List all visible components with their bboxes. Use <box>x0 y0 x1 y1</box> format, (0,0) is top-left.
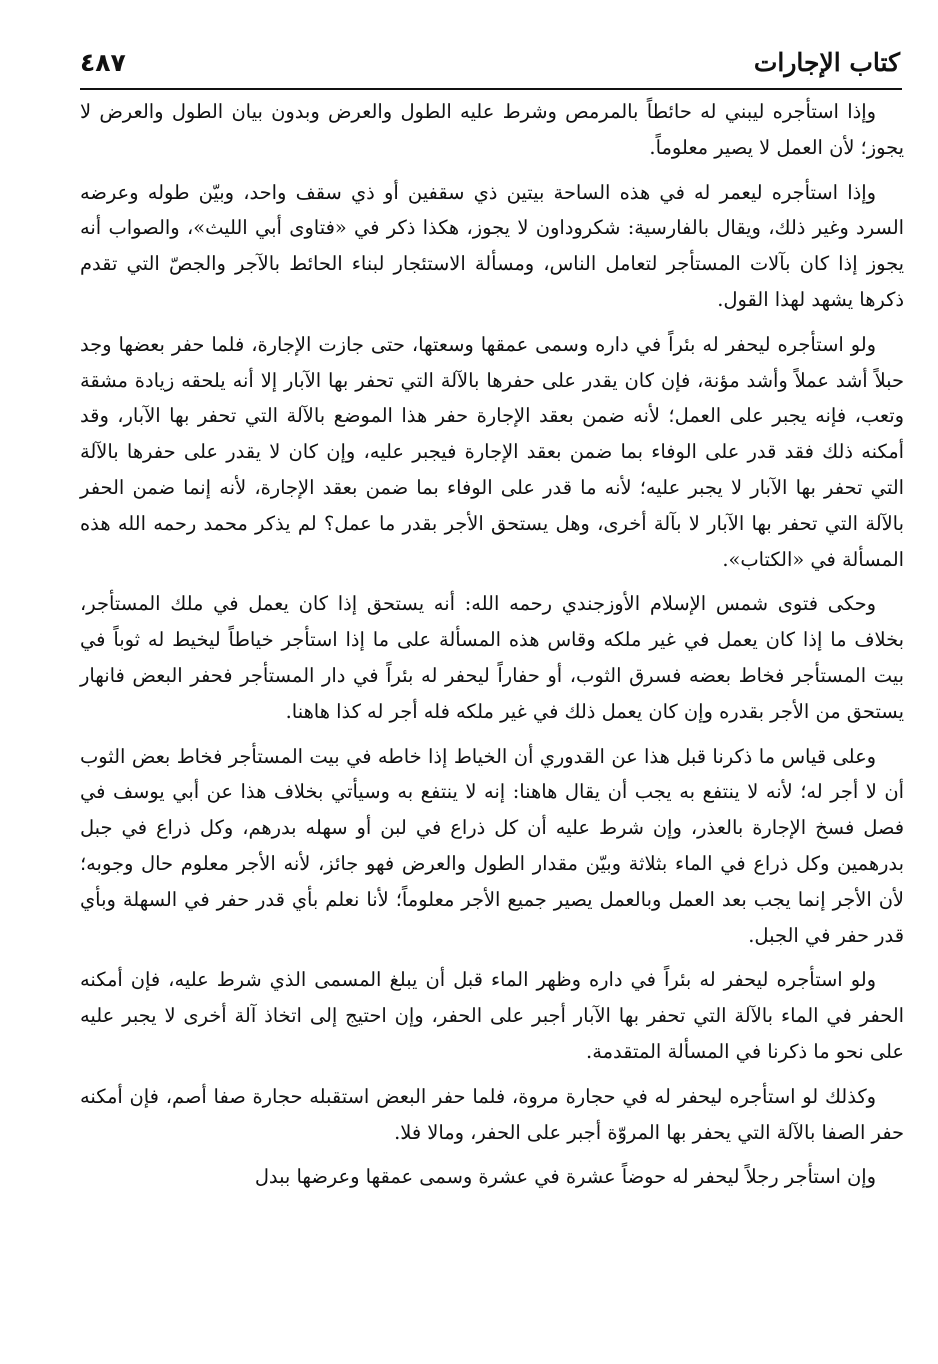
paragraph-wall-building: وإذا استأجره ليبني له حائطاً بالمرمص وشرط عليه الطول والعرض وبدون بيان الطول والعرض لا يجوز؛ لأن العمل لا يصير معلوماً. <box>80 100 904 159</box>
paragraph-basin-digging: وإن استأجر رجلاً ليحفر له حوضاً عشرة في عشرة وسمى عمقها وعرضها ببدل <box>254 1165 876 1189</box>
paragraph-hard-stone: وكذلك لو استأجره ليحفر له في حجارة مروة، فلما حفر البعض استقبله حجارة صفا أصم، فإن أمكنه حفر الصفا بالآلة التي يحفر بها المروّة أجبر على الحفر، ومالا فلا. <box>80 1084 904 1144</box>
body-text <box>80 94 904 1204</box>
paragraph-water-appeared: ولو استأجره ليحفر له بئراً في داره وظهر الماء قبل أن يبلغ المسمى الذي شرط عليه، فإن أمكنه الحفر في الماء بالآلة التي تحفر بها الآبار أجبر على الحفر، وإن احتيج إلى اتخاذ آلة أخرى لا يجبر عليه على نحو ما ذكرنا في المسألة المتقدمة. <box>80 968 904 1063</box>
page-header <box>80 40 900 84</box>
chapter-title: كتاب الإجارات <box>753 47 900 77</box>
paragraph-awzajandi-fatwa: وحكى فتوى شمس الإسلام الأوزجندي رحمه الله: أنه يستحق إذا كان يعمل في ملك المستأجر، بخلاف ما إذا كان يعمل في غير ملكه وقاس هذه المسألة على ما إذا استأجر خياطاً ليخيط له ثوباً في بيت المستأجر فخاط بعضه فسرق الثوب، أو حفاراً ليحفر له بئراً في دار المستأجر فحفر البعض فانهار يستحق من الأجر بقدره وإن كان يعمل ذلك في غير ملكه فله أجر له كذا هاهنا. <box>80 592 904 723</box>
page-number: ٤٨٧ <box>80 47 126 77</box>
paragraph-well-digging: ولو استأجره ليحفر له بئراً في داره وسمى عمقها وسعتها، حتى جازت الإجارة، فلما حفر بعضها وجد حبلاً أشد عملاً وأشد مؤنة، فإن كان يقدر على حفرها بالآلة التي تحفر بها الآبار إلا أنه يلحقه زيادة مشقة وتعب، فإنه يجبر على العمل؛ لأنه ضمن بعقد الإجارة حفر هذا الموضع بالآلة التي تحفر بها الآبار، وقد أمكنه ذلك فقد قدر على الوفاء بما ضمن بعقد الإجارة فيجبر عليه، وإن كان لا يقدر على حفرها بالآلة التي تحفر بها الآبار لا يجبر عليه؛ لأنه ما قدر على الوفاء بما ضمن بعقد الإجارة، لأنه إنما ضمن الحفر بالآلة التي تحفر بها الآبار لا بآلة أخرى، وهل يستحق الأجر بقدر ما عمل؟ لم يذكر محمد رحمه الله هذه المسألة في «الكتاب». <box>80 332 904 571</box>
paragraph-qudduri-analogy: وعلى قياس ما ذكرنا قبل هذا عن القدوري أن الخياط إذا خاطه في بيت المستأجر فخاط بعض الثوب أن لا أجر له؛ لأنه لا ينتفع به يجب أن يقال هاهنا: إنه لا ينتفع به وسيأتي بخلاف هذا عن أبي يوسف في فصل فسخ الإجارة بالعذر، وإن شرط عليه أن كل ذراع في لبن أو سهله بدرهم، وكل ذراع في جبل بدرهمين وكل ذراع في الماء بثلاثة وبيّن مقدار الطول والعرض فهو جائز، لأنه الأجر معلوم حال وجوبه؛ لأن الأجر إنما يجب بعد العمل وبالعمل يصير جميع الأجر معلوماً؛ لأنا نعلم بأي قدر حفر في السهلة وبأي قدر حفر في الجبل. <box>80 744 904 947</box>
header-rule <box>80 88 902 90</box>
paragraph-two-houses: وإذا استأجره ليعمر له في هذه الساحة بيتين ذي سقفين أو ذي سقف واحد، وبيّن طوله وعرضه السرد وغير ذلك، ويقال بالفارسية: شكروداون لا يجوز، هكذا ذكر في «فتاوى أبي الليث»، والصواب أنه يجوز إذا كان بآلات المستأجر لتعامل الناس، ومسألة الاستئجار لبناء الحائط بالآجر والجصّ التي تقدم ذكرها يشهد لهذا القول. <box>80 180 904 311</box>
